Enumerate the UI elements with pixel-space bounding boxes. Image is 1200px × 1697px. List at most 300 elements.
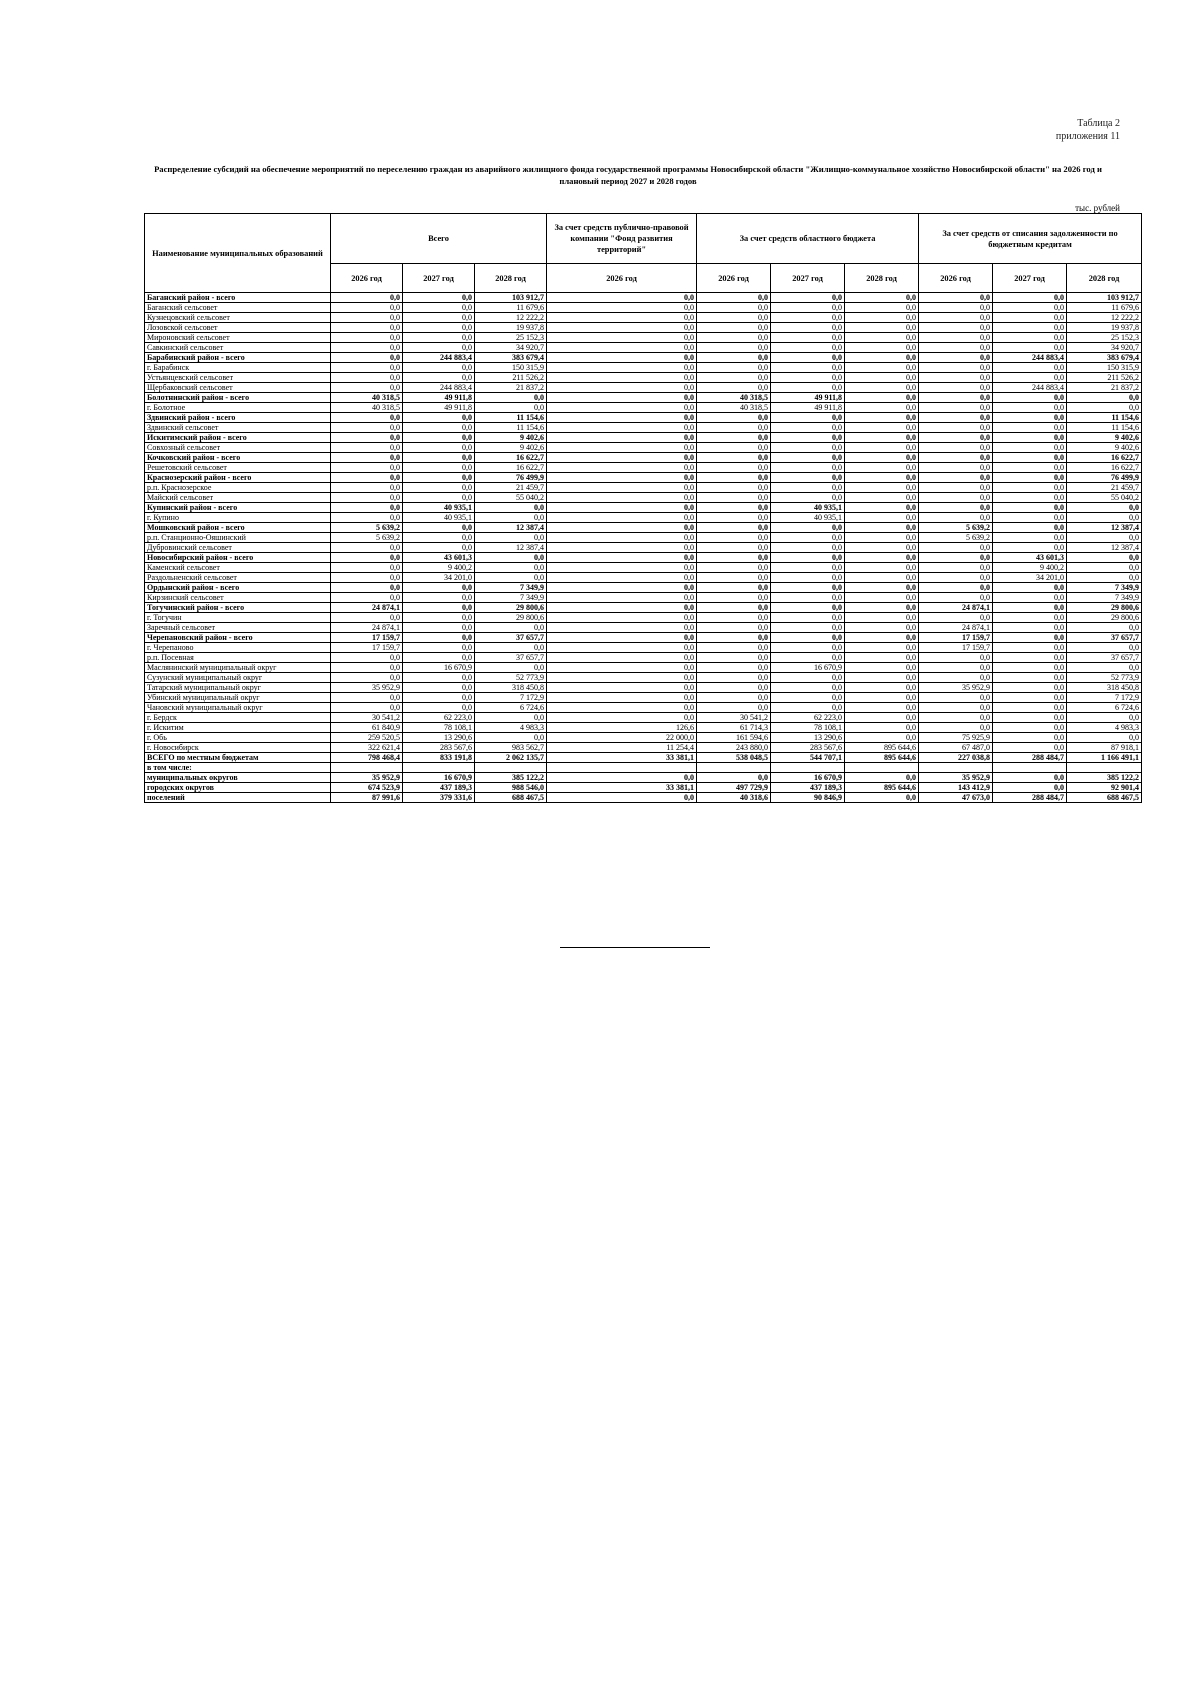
table-row xyxy=(145,473,1142,483)
row-value: 0,0 xyxy=(547,443,697,453)
row-name: Майский сельсовет xyxy=(145,493,331,503)
row-value: 24 874,1 xyxy=(919,603,993,613)
row-value: 9 402,6 xyxy=(1067,433,1142,443)
row-value: 0,0 xyxy=(547,423,697,433)
subsidy-table xyxy=(144,213,1142,803)
row-value: 0,0 xyxy=(697,603,771,613)
row-value: 13 290,6 xyxy=(403,733,475,743)
row-value: 90 846,9 xyxy=(771,793,845,803)
row-value: 0,0 xyxy=(697,343,771,353)
row-value: 0,0 xyxy=(993,683,1067,693)
row-value: 0,0 xyxy=(403,373,475,383)
row-name: Черепановский район - всего xyxy=(145,633,331,643)
row-value: 0,0 xyxy=(993,293,1067,303)
row-value: 0,0 xyxy=(993,783,1067,793)
row-value: 0,0 xyxy=(403,453,475,463)
row-value: 0,0 xyxy=(697,363,771,373)
table-row xyxy=(145,693,1142,703)
row-value: 688 467,5 xyxy=(475,793,547,803)
row-value: 61 714,3 xyxy=(697,723,771,733)
row-value: 0,0 xyxy=(919,653,993,663)
row-name: г. Барабинск xyxy=(145,363,331,373)
row-value: 385 122,2 xyxy=(1067,773,1142,783)
row-value: 0,0 xyxy=(403,533,475,543)
row-value: 12 222,2 xyxy=(475,313,547,323)
row-name: г. Искитим xyxy=(145,723,331,733)
row-value: 0,0 xyxy=(845,593,919,603)
row-value: 0,0 xyxy=(475,563,547,573)
table-row xyxy=(145,443,1142,453)
row-value: 0,0 xyxy=(919,463,993,473)
row-value: 0,0 xyxy=(547,333,697,343)
row-value: 833 191,8 xyxy=(403,753,475,763)
row-value: 49 911,8 xyxy=(403,393,475,403)
row-value: 0,0 xyxy=(771,303,845,313)
header-regional-2026: 2026 год xyxy=(697,264,771,293)
row-value: 35 952,9 xyxy=(331,773,403,783)
row-value: 17 159,7 xyxy=(331,643,403,653)
row-value: 0,0 xyxy=(547,303,697,313)
row-value: 0,0 xyxy=(845,723,919,733)
row-value: 0,0 xyxy=(845,423,919,433)
row-value: 0,0 xyxy=(547,323,697,333)
row-name: Мироновский сельсовет xyxy=(145,333,331,343)
row-value: 7 172,9 xyxy=(1067,693,1142,703)
row-value: 0,0 xyxy=(403,313,475,323)
row-value: 0,0 xyxy=(403,363,475,373)
row-value: 62 223,0 xyxy=(771,713,845,723)
row-value: 1 166 491,1 xyxy=(1067,753,1142,763)
row-value: 0,0 xyxy=(331,323,403,333)
row-value: 0,0 xyxy=(771,703,845,713)
row-value: 16 622,7 xyxy=(1067,463,1142,473)
row-value: 21 459,7 xyxy=(1067,483,1142,493)
row-value: 29 800,6 xyxy=(475,603,547,613)
caption-table-number: Таблица 2 xyxy=(1077,118,1120,129)
row-name: ВСЕГО по местным бюджетам xyxy=(145,753,331,763)
row-value: 0,0 xyxy=(993,733,1067,743)
row-value: 0,0 xyxy=(845,393,919,403)
row-value: 17 159,7 xyxy=(919,643,993,653)
row-value: 0,0 xyxy=(771,423,845,433)
row-name: Баганский сельсовет xyxy=(145,303,331,313)
row-value: 0,0 xyxy=(403,683,475,693)
row-value: 0,0 xyxy=(845,733,919,743)
row-value: 0,0 xyxy=(403,473,475,483)
row-value: 0,0 xyxy=(771,373,845,383)
row-value: 52 773,9 xyxy=(1067,673,1142,683)
row-value: 0,0 xyxy=(845,403,919,413)
table-row xyxy=(145,353,1142,363)
row-value: 0,0 xyxy=(845,313,919,323)
row-value: 0,0 xyxy=(845,433,919,443)
row-value: 17 159,7 xyxy=(331,633,403,643)
row-value: 0,0 xyxy=(403,613,475,623)
row-value: 12 387,4 xyxy=(1067,523,1142,533)
row-value: 0,0 xyxy=(771,633,845,643)
row-name: Искитимский район - всего xyxy=(145,433,331,443)
row-value: 0,0 xyxy=(845,523,919,533)
row-name: р.п. Станционно-Ояшинский xyxy=(145,533,331,543)
row-value: 0,0 xyxy=(845,533,919,543)
row-value: 5 639,2 xyxy=(919,523,993,533)
row-value: 0,0 xyxy=(403,703,475,713)
row-value: 29 800,6 xyxy=(1067,603,1142,613)
row-value: 0,0 xyxy=(547,313,697,323)
table-row xyxy=(145,523,1142,533)
header-total-2028: 2028 год xyxy=(475,264,547,293)
row-value: 0,0 xyxy=(331,483,403,493)
row-value: 40 935,1 xyxy=(771,513,845,523)
table-row xyxy=(145,383,1142,393)
row-value: 0,0 xyxy=(1067,513,1142,523)
table-row xyxy=(145,403,1142,413)
row-value: 0,0 xyxy=(1067,553,1142,563)
row-value: 43 601,3 xyxy=(993,553,1067,563)
table-row xyxy=(145,563,1142,573)
row-value: 0,0 xyxy=(771,463,845,473)
row-value: 383 679,4 xyxy=(475,353,547,363)
row-value: 0,0 xyxy=(993,373,1067,383)
row-value: 0,0 xyxy=(697,623,771,633)
row-value: 0,0 xyxy=(919,353,993,363)
row-value: 0,0 xyxy=(993,743,1067,753)
row-value: 0,0 xyxy=(697,703,771,713)
row-value: 0,0 xyxy=(919,433,993,443)
row-value: 0,0 xyxy=(403,623,475,633)
row-name: Устьянцевский сельсовет xyxy=(145,373,331,383)
row-value: 40 318,5 xyxy=(697,393,771,403)
row-value: 0,0 xyxy=(331,303,403,313)
row-value: 0,0 xyxy=(771,353,845,363)
table-body xyxy=(145,293,1142,803)
row-value: 12 387,4 xyxy=(1067,543,1142,553)
row-value: 0,0 xyxy=(919,343,993,353)
row-value: 0,0 xyxy=(547,463,697,473)
row-value: 0,0 xyxy=(403,433,475,443)
row-value: 0,0 xyxy=(919,393,993,403)
row-value: 0,0 xyxy=(547,433,697,443)
row-value: 0,0 xyxy=(919,573,993,583)
row-value: 0,0 xyxy=(993,643,1067,653)
row-value: 0,0 xyxy=(697,693,771,703)
row-value: 11 254,4 xyxy=(547,743,697,753)
row-value: 126,6 xyxy=(547,723,697,733)
row-value xyxy=(547,763,697,773)
row-value: 0,0 xyxy=(547,703,697,713)
table-row xyxy=(145,593,1142,603)
row-value: 34 201,0 xyxy=(403,573,475,583)
row-value: 34 201,0 xyxy=(993,573,1067,583)
row-value: 0,0 xyxy=(771,573,845,583)
table-row xyxy=(145,733,1142,743)
row-value: 0,0 xyxy=(771,523,845,533)
row-value: 0,0 xyxy=(403,593,475,603)
row-value: 47 673,0 xyxy=(919,793,993,803)
row-value: 0,0 xyxy=(919,333,993,343)
row-value: 0,0 xyxy=(547,483,697,493)
row-value: 0,0 xyxy=(403,413,475,423)
row-value: 0,0 xyxy=(697,563,771,573)
table-row xyxy=(145,613,1142,623)
row-value: 0,0 xyxy=(845,703,919,713)
row-name: г. Черепаново xyxy=(145,643,331,653)
row-value: 0,0 xyxy=(331,663,403,673)
row-value: 211 526,2 xyxy=(1067,373,1142,383)
row-value: 75 925,9 xyxy=(919,733,993,743)
row-value: 0,0 xyxy=(403,583,475,593)
row-value: 7 349,9 xyxy=(1067,583,1142,593)
row-value: 0,0 xyxy=(697,423,771,433)
row-value: 0,0 xyxy=(993,713,1067,723)
row-value: 0,0 xyxy=(771,363,845,373)
row-name: Раздольненский сельсовет xyxy=(145,573,331,583)
table-row xyxy=(145,723,1142,733)
row-value: 0,0 xyxy=(845,793,919,803)
row-value: 0,0 xyxy=(1067,573,1142,583)
row-value: 0,0 xyxy=(1067,623,1142,633)
row-value: 4 983,3 xyxy=(1067,723,1142,733)
row-value: 40 935,1 xyxy=(771,503,845,513)
row-value: 0,0 xyxy=(771,673,845,683)
row-value: 0,0 xyxy=(1067,663,1142,673)
row-value: 0,0 xyxy=(331,653,403,663)
row-value: 7 349,9 xyxy=(475,593,547,603)
row-value: 0,0 xyxy=(403,693,475,703)
row-name: г. Бердск xyxy=(145,713,331,723)
row-value: 0,0 xyxy=(697,323,771,333)
row-value: 24 874,1 xyxy=(331,603,403,613)
row-value: 5 639,2 xyxy=(919,533,993,543)
row-value: 0,0 xyxy=(331,353,403,363)
row-value: 0,0 xyxy=(771,343,845,353)
row-value: 0,0 xyxy=(919,323,993,333)
row-value: 0,0 xyxy=(993,533,1067,543)
row-value: 0,0 xyxy=(547,793,697,803)
row-value: 0,0 xyxy=(993,673,1067,683)
row-value xyxy=(475,763,547,773)
row-value: 0,0 xyxy=(697,503,771,513)
row-value: 0,0 xyxy=(331,293,403,303)
header-regional-2027: 2027 год xyxy=(771,264,845,293)
row-name: городских округов xyxy=(145,783,331,793)
row-value: 0,0 xyxy=(993,423,1067,433)
row-value: 0,0 xyxy=(771,643,845,653)
table-row xyxy=(145,323,1142,333)
row-value: 0,0 xyxy=(845,773,919,783)
row-value: 0,0 xyxy=(697,513,771,523)
row-value: 0,0 xyxy=(331,373,403,383)
header-total-2026: 2026 год xyxy=(331,264,403,293)
table-row xyxy=(145,703,1142,713)
row-value xyxy=(403,763,475,773)
row-value: 0,0 xyxy=(993,433,1067,443)
row-value: 0,0 xyxy=(845,453,919,463)
row-value: 0,0 xyxy=(331,693,403,703)
unit-label: тыс. рублей xyxy=(1075,203,1120,213)
row-value: 0,0 xyxy=(547,453,697,463)
row-value: 22 000,0 xyxy=(547,733,697,743)
row-value: 21 459,7 xyxy=(475,483,547,493)
table-row xyxy=(145,433,1142,443)
row-value: 0,0 xyxy=(697,663,771,673)
row-value: 0,0 xyxy=(403,523,475,533)
row-value: 895 644,6 xyxy=(845,783,919,793)
row-value: 0,0 xyxy=(1067,643,1142,653)
row-value: 0,0 xyxy=(771,453,845,463)
row-value: 9 400,2 xyxy=(403,563,475,573)
row-value: 0,0 xyxy=(697,553,771,563)
table-row xyxy=(145,743,1142,753)
row-name: Чановский муниципальный округ xyxy=(145,703,331,713)
row-value: 0,0 xyxy=(547,613,697,623)
row-value: 0,0 xyxy=(919,443,993,453)
row-value: 0,0 xyxy=(993,363,1067,373)
row-value: 244 883,4 xyxy=(993,353,1067,363)
row-value: 0,0 xyxy=(993,403,1067,413)
row-value: 0,0 xyxy=(403,303,475,313)
row-value: 21 837,2 xyxy=(1067,383,1142,393)
row-value xyxy=(697,763,771,773)
row-value: 12 387,4 xyxy=(475,523,547,533)
row-value: 385 122,2 xyxy=(475,773,547,783)
row-value: 40 318,5 xyxy=(331,393,403,403)
row-value: 4 983,3 xyxy=(475,723,547,733)
header-debt: За счет средств от списания задолженности по бюджетным кредитам xyxy=(919,214,1142,264)
row-value: 34 920,7 xyxy=(1067,343,1142,353)
row-value: 0,0 xyxy=(845,663,919,673)
row-value: 34 920,7 xyxy=(475,343,547,353)
row-value: 0,0 xyxy=(771,623,845,633)
row-value: 0,0 xyxy=(547,403,697,413)
row-value: 0,0 xyxy=(697,593,771,603)
row-value: 0,0 xyxy=(697,293,771,303)
row-value: 11 154,6 xyxy=(1067,423,1142,433)
row-value: 0,0 xyxy=(845,373,919,383)
row-value: 35 952,9 xyxy=(919,773,993,783)
row-value: 0,0 xyxy=(547,533,697,543)
row-value: 0,0 xyxy=(771,323,845,333)
row-value: 211 526,2 xyxy=(475,373,547,383)
row-value: 49 911,8 xyxy=(403,403,475,413)
row-name: Ордынский район - всего xyxy=(145,583,331,593)
row-value: 0,0 xyxy=(1067,393,1142,403)
row-value: 7 349,9 xyxy=(475,583,547,593)
row-value: 0,0 xyxy=(403,483,475,493)
row-value: 0,0 xyxy=(919,403,993,413)
row-value: 0,0 xyxy=(697,493,771,503)
row-value: 0,0 xyxy=(697,303,771,313)
row-value: 0,0 xyxy=(771,333,845,343)
row-value: 0,0 xyxy=(771,683,845,693)
row-name: Кузнецовский сельсовет xyxy=(145,313,331,323)
row-value: 0,0 xyxy=(845,613,919,623)
table-row xyxy=(145,423,1142,433)
table-row xyxy=(145,483,1142,493)
table-row xyxy=(145,573,1142,583)
row-value: 0,0 xyxy=(331,503,403,513)
row-name: Здвинский сельсовет xyxy=(145,423,331,433)
row-value: 0,0 xyxy=(331,543,403,553)
table-row xyxy=(145,303,1142,313)
row-value: 6 724,6 xyxy=(1067,703,1142,713)
row-value: 244 883,4 xyxy=(403,353,475,363)
table-row xyxy=(145,513,1142,523)
table-row xyxy=(145,653,1142,663)
row-value: 103 912,7 xyxy=(1067,293,1142,303)
row-value: 0,0 xyxy=(475,503,547,513)
row-value: 0,0 xyxy=(403,633,475,643)
row-value: 0,0 xyxy=(919,613,993,623)
row-value: 0,0 xyxy=(771,583,845,593)
row-value: 0,0 xyxy=(845,643,919,653)
row-value: 0,0 xyxy=(697,533,771,543)
row-value: 24 874,1 xyxy=(919,623,993,633)
row-value: 0,0 xyxy=(547,553,697,563)
row-value: 0,0 xyxy=(331,463,403,473)
row-value: 0,0 xyxy=(919,713,993,723)
row-value: 0,0 xyxy=(919,303,993,313)
row-value xyxy=(919,763,993,773)
row-value: 9 402,6 xyxy=(475,433,547,443)
row-value: 87 991,6 xyxy=(331,793,403,803)
row-value: 0,0 xyxy=(845,623,919,633)
row-value: 19 937,8 xyxy=(475,323,547,333)
row-value: 0,0 xyxy=(697,483,771,493)
row-value: 0,0 xyxy=(547,473,697,483)
document-title: Распределение субсидий на обеспечение мероприятий по переселению граждан из аварийного жилищного фонда государственной программы Новосибирской области "Жилищно-коммунальное хозяйство Новосибирской области" на 2026 год и плановый период 2027 и 2028 годов xyxy=(154,164,1102,186)
row-value: 0,0 xyxy=(993,653,1067,663)
row-value: 17 159,7 xyxy=(919,633,993,643)
table-row xyxy=(145,393,1142,403)
row-value: 544 707,1 xyxy=(771,753,845,763)
row-value: 0,0 xyxy=(475,663,547,673)
row-value: 5 639,2 xyxy=(331,523,403,533)
header-regional: За счет средств областного бюджета xyxy=(697,214,919,264)
row-value: 0,0 xyxy=(547,693,697,703)
row-value: 0,0 xyxy=(547,643,697,653)
row-value: 0,0 xyxy=(845,363,919,373)
row-value: 0,0 xyxy=(697,573,771,583)
row-value: 0,0 xyxy=(697,653,771,663)
row-value: 0,0 xyxy=(547,353,697,363)
row-value: 0,0 xyxy=(403,293,475,303)
row-value: 0,0 xyxy=(845,343,919,353)
row-value: 0,0 xyxy=(403,333,475,343)
row-name: г. Болотное xyxy=(145,403,331,413)
table-row xyxy=(145,603,1142,613)
row-value: 0,0 xyxy=(331,313,403,323)
row-value: 983 562,7 xyxy=(475,743,547,753)
row-name: Татарский муниципальный округ xyxy=(145,683,331,693)
row-value: 0,0 xyxy=(919,363,993,373)
row-value: 437 189,3 xyxy=(771,783,845,793)
row-value: 0,0 xyxy=(475,713,547,723)
row-value: 24 874,1 xyxy=(331,623,403,633)
row-value: 0,0 xyxy=(919,423,993,433)
row-value: 0,0 xyxy=(771,493,845,503)
row-value: 0,0 xyxy=(845,473,919,483)
row-value: 0,0 xyxy=(993,413,1067,423)
table-row xyxy=(145,543,1142,553)
row-value: 0,0 xyxy=(547,343,697,353)
row-name: р.п. Посевная xyxy=(145,653,331,663)
row-value: 0,0 xyxy=(919,503,993,513)
row-value: 0,0 xyxy=(993,723,1067,733)
row-value: 0,0 xyxy=(771,483,845,493)
table-row xyxy=(145,783,1142,793)
row-value: 61 840,9 xyxy=(331,723,403,733)
